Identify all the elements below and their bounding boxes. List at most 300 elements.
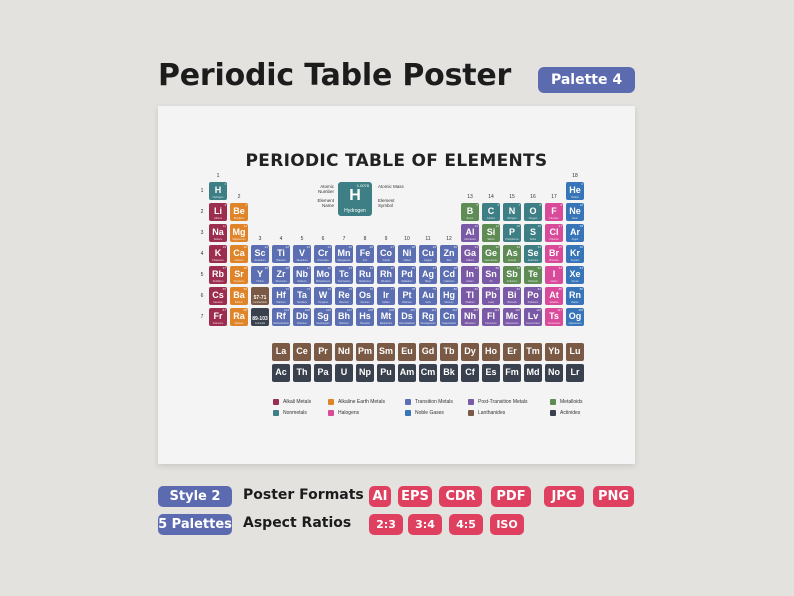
- element-name: Meitnerium: [379, 322, 393, 325]
- element-cell: [272, 266, 290, 284]
- element-number: 31: [474, 245, 478, 249]
- element-cell: [335, 245, 353, 263]
- element-symbol: Db: [296, 311, 308, 321]
- element-name: Bismuth: [507, 301, 517, 304]
- element-number: 72: [285, 287, 289, 291]
- group-number: 3: [258, 236, 262, 242]
- element-name: Neon: [572, 217, 578, 220]
- element-name: Rhenium: [338, 301, 349, 304]
- element-symbol: Tc: [339, 269, 349, 279]
- element-cell: [335, 308, 353, 326]
- element-name: Radon: [571, 301, 579, 304]
- element-name: Scandium: [254, 259, 266, 262]
- element-symbol: Co: [380, 248, 392, 258]
- element-cell: [545, 224, 563, 242]
- element-cell: [293, 266, 311, 284]
- element-name: Iron: [362, 259, 368, 262]
- element-symbol: Ce: [296, 346, 308, 356]
- element-name: Seaborgium: [316, 322, 330, 325]
- element-cell: [440, 343, 458, 361]
- element-number: 106: [325, 308, 331, 312]
- element-symbol: Ba: [233, 290, 245, 300]
- element-symbol: Fm: [505, 367, 519, 377]
- element-cell: [314, 287, 332, 305]
- element-cell: [272, 287, 290, 305]
- element-number: 3: [224, 203, 226, 207]
- element-cell: [314, 245, 332, 263]
- element-number: 111: [431, 308, 436, 312]
- element-number: 21: [264, 245, 268, 249]
- element-name: Zirconium: [275, 280, 287, 283]
- element-cell: [335, 364, 353, 382]
- element-number: 42: [327, 266, 331, 270]
- element-symbol: Na: [212, 227, 224, 237]
- element-number: 44: [369, 266, 373, 270]
- element-number: 19: [222, 245, 226, 249]
- element-cell: [524, 343, 542, 361]
- element-cell: [377, 287, 395, 305]
- element-name: Darmstadtium: [399, 322, 415, 325]
- element-number: 50: [495, 266, 499, 270]
- element-number: 16: [537, 224, 541, 228]
- element-cell: [377, 245, 395, 263]
- element-symbol: Os: [358, 290, 371, 300]
- element-symbol: Ts: [549, 311, 559, 321]
- element-name: Tantalum: [296, 301, 308, 304]
- element-cell: [566, 308, 584, 326]
- element-number: 32: [495, 245, 499, 249]
- element-symbol: S: [529, 227, 536, 237]
- element-number: 110: [410, 308, 415, 312]
- element-name: Phosphorus: [505, 238, 519, 241]
- element-number: 20: [243, 245, 247, 249]
- element-name: Bohrium: [339, 322, 349, 325]
- key-number: 1.0078: [356, 183, 369, 188]
- element-number: 25: [348, 245, 352, 249]
- ratio-badge: 4:5: [449, 514, 483, 535]
- group-number: 7: [342, 236, 346, 242]
- style-badge: Style 2: [158, 486, 232, 507]
- element-number: 87: [222, 308, 226, 312]
- key-label-atomic-number: Atomic Number: [317, 184, 334, 194]
- element-name: Aluminium: [464, 238, 476, 241]
- element-symbol: Hf: [276, 290, 286, 300]
- element-number: 81: [474, 287, 478, 291]
- element-number: 8: [539, 203, 541, 207]
- element-cell: [251, 308, 269, 326]
- group-number: 5: [300, 236, 304, 242]
- element-number: 107: [346, 308, 352, 312]
- element-name: Calcium: [234, 259, 244, 262]
- element-number: 86: [579, 287, 583, 291]
- element-number: 39: [264, 266, 268, 270]
- element-cell: [524, 245, 542, 263]
- group-number: 10: [404, 236, 410, 242]
- element-symbol: Sn: [485, 269, 497, 279]
- period-number: 4: [200, 251, 204, 257]
- element-symbol: Ru: [359, 269, 371, 279]
- element-number: 115: [515, 308, 520, 312]
- element-symbol: Sr: [234, 269, 244, 279]
- element-symbol: Pa: [317, 367, 329, 377]
- element-symbol: Ne: [569, 206, 581, 216]
- element-name: Astatine: [549, 301, 559, 304]
- period-number: 2: [200, 209, 204, 215]
- element-cell: [377, 364, 395, 382]
- poster-title: PERIODIC TABLE OF ELEMENTS: [245, 151, 548, 171]
- element-cell: [545, 245, 563, 263]
- element-cell: [293, 308, 311, 326]
- element-cell: [482, 203, 500, 221]
- element-cell: [545, 343, 563, 361]
- element-name: Silicon: [487, 238, 495, 241]
- element-symbol: V: [298, 248, 305, 258]
- element-number: 78: [411, 287, 415, 291]
- element-symbol: Pm: [357, 346, 372, 356]
- element-cell: [230, 245, 248, 263]
- ratio-badge: 3:4: [408, 514, 442, 535]
- element-name: Nickel: [403, 259, 411, 262]
- key-label-element-symbol: Element Symbol: [378, 198, 395, 208]
- element-symbol: Ga: [463, 248, 476, 258]
- element-cell: [461, 203, 479, 221]
- element-cell: [482, 364, 500, 382]
- element-name: Helium: [571, 196, 579, 199]
- legend-item: [328, 399, 385, 405]
- element-symbol: Pb: [485, 290, 497, 300]
- element-name: Bromine: [549, 259, 559, 262]
- element-cell: [398, 364, 416, 382]
- element-symbol: Cm: [420, 367, 436, 377]
- element-cell: [545, 203, 563, 221]
- element-name: Lanthanoids: [253, 301, 267, 304]
- element-cell: [356, 287, 374, 305]
- legend-swatch: [328, 410, 334, 416]
- element-name: Titanium: [276, 259, 286, 262]
- element-symbol: O: [529, 206, 537, 216]
- element-cell: [545, 308, 563, 326]
- element-symbol: Mt: [380, 311, 392, 321]
- element-number: 108: [367, 308, 373, 312]
- element-name: Lithium: [213, 217, 223, 220]
- element-name: Gallium: [465, 259, 475, 262]
- element-name: Silver: [424, 280, 432, 283]
- element-number: 104: [283, 308, 289, 312]
- element-symbol: Rh: [380, 269, 392, 279]
- element-name: Francium: [212, 322, 224, 325]
- element-cell: [461, 224, 479, 242]
- legend-label: Lanthanides: [478, 410, 506, 416]
- element-name: Sulfur: [529, 238, 537, 241]
- element-number: 34: [537, 245, 541, 249]
- element-symbol: Ti: [277, 248, 285, 258]
- element-cell: [419, 364, 437, 382]
- element-number: 36: [579, 245, 583, 249]
- element-cell: [272, 308, 290, 326]
- element-number: 112: [452, 308, 457, 312]
- element-number: 84: [537, 287, 541, 291]
- element-cell: [503, 308, 521, 326]
- element-name: Manganese: [337, 259, 351, 262]
- group-number: 11: [425, 236, 431, 242]
- legend-label: Alkali Metals: [283, 399, 312, 405]
- element-cell: [482, 266, 500, 284]
- element-symbol: Br: [548, 248, 559, 258]
- element-name: Chlorine: [549, 238, 559, 241]
- element-cell: [419, 287, 437, 305]
- element-number: 88: [243, 308, 247, 312]
- group-number: 15: [509, 194, 515, 200]
- element-cell: [230, 224, 248, 242]
- element-symbol: Tm: [526, 346, 540, 356]
- element-number: 33: [516, 245, 520, 249]
- element-symbol: Nh: [464, 311, 476, 321]
- element-number: 77: [390, 287, 394, 291]
- element-cell: [440, 266, 458, 284]
- element-number: 52: [537, 266, 541, 270]
- element-name: Rubidium: [212, 280, 224, 283]
- legend-label: Noble Gases: [415, 410, 444, 416]
- element-name: Gold: [425, 301, 431, 304]
- element-cell: [482, 245, 500, 263]
- element-symbol: Rg: [422, 311, 434, 321]
- element-cell: [293, 343, 311, 361]
- element-name: Antimony: [506, 280, 518, 283]
- legend-key-cell: [338, 182, 372, 216]
- element-name: Oganesson: [568, 322, 582, 325]
- element-cell: [398, 245, 416, 263]
- legend-swatch: [273, 410, 279, 416]
- element-symbol: Ca: [233, 248, 245, 258]
- element-symbol: K: [214, 248, 222, 258]
- element-symbol: Cs: [212, 290, 224, 300]
- element-number: 113: [473, 308, 478, 312]
- element-symbol: Dy: [464, 346, 476, 356]
- element-name: Tennessine: [547, 322, 561, 325]
- element-cell: [209, 224, 227, 242]
- element-cell: [461, 245, 479, 263]
- element-number: 118: [578, 308, 583, 312]
- element-symbol: Cl: [549, 227, 559, 237]
- element-symbol: Ho: [485, 346, 497, 356]
- element-cell: [524, 224, 542, 242]
- element-cell: [272, 245, 290, 263]
- element-symbol: Np: [359, 367, 371, 377]
- element-number: 45: [390, 266, 394, 270]
- element-name: Barium: [235, 301, 243, 304]
- element-cell: [356, 364, 374, 382]
- element-cell: [314, 343, 332, 361]
- element-symbol: F: [551, 206, 557, 216]
- legend-item: [273, 399, 311, 405]
- element-symbol: Y: [256, 269, 263, 279]
- element-symbol: Sc: [254, 248, 266, 258]
- element-cell: [524, 266, 542, 284]
- element-symbol: Mo: [316, 269, 330, 279]
- element-symbol: Ta: [297, 290, 307, 300]
- element-name: Technetium: [337, 280, 351, 283]
- element-number: 35: [558, 245, 562, 249]
- element-symbol: C: [487, 206, 495, 216]
- element-name: Iodine: [550, 280, 558, 283]
- element-symbol: Be: [233, 206, 245, 216]
- element-cell: [545, 364, 563, 382]
- key-label-atomic-mass: Atomic Mass: [378, 184, 404, 189]
- element-number: 117: [557, 308, 562, 312]
- element-cell: [251, 245, 269, 263]
- legend-swatch: [468, 410, 474, 416]
- legend-item: [468, 399, 528, 405]
- element-cell: [356, 308, 374, 326]
- element-symbol: Ge: [484, 248, 497, 258]
- legend-item: [328, 410, 359, 416]
- poster: [158, 106, 635, 464]
- element-number: 54: [579, 266, 583, 270]
- element-number: 41: [306, 266, 310, 270]
- element-name: Niobium: [297, 280, 307, 283]
- element-name: Tungsten: [317, 301, 329, 304]
- element-cell: [566, 203, 584, 221]
- element-cell: [230, 203, 248, 221]
- element-cell: [209, 245, 227, 263]
- element-name: Cobalt: [382, 259, 390, 262]
- element-number: 14: [495, 224, 499, 228]
- legend-label: Transition Metals: [415, 399, 453, 405]
- element-number: 46: [411, 266, 415, 270]
- element-symbol: 89-103: [252, 316, 268, 322]
- element-cell: [566, 266, 584, 284]
- element-number: 53: [558, 266, 562, 270]
- element-symbol: Lr: [570, 367, 580, 377]
- element-cell: [398, 266, 416, 284]
- element-number: 27: [390, 245, 394, 249]
- format-badge: CDR: [439, 486, 482, 507]
- element-cell: [440, 287, 458, 305]
- element-name: Cadmium: [443, 280, 455, 283]
- element-cell: [566, 245, 584, 263]
- element-cell: [566, 224, 584, 242]
- period-number: 3: [200, 230, 204, 236]
- format-badge: PDF: [491, 486, 531, 507]
- element-name: Rhodium: [380, 280, 391, 283]
- element-cell: [524, 308, 542, 326]
- element-number: 37: [222, 266, 226, 270]
- element-symbol: Re: [338, 290, 350, 300]
- legend-item: [550, 410, 580, 416]
- element-symbol: Mc: [505, 311, 519, 321]
- element-cell: [503, 287, 521, 305]
- element-cell: [230, 266, 248, 284]
- element-cell: [461, 364, 479, 382]
- element-symbol: La: [275, 346, 287, 356]
- palette-badge: Palette 4: [538, 67, 635, 93]
- element-number: 10: [579, 203, 583, 207]
- element-name: Sodium: [213, 238, 223, 241]
- group-number: 17: [551, 194, 557, 200]
- element-number: 30: [453, 245, 457, 249]
- element-symbol: Nd: [338, 346, 350, 356]
- element-number: 73: [306, 287, 310, 291]
- element-name: Palladium: [401, 280, 413, 283]
- element-cell: [419, 245, 437, 263]
- element-cell: [230, 287, 248, 305]
- element-name: Moscovium: [505, 322, 519, 325]
- element-number: 85: [558, 287, 562, 291]
- element-symbol: Ds: [401, 311, 413, 321]
- element-cell: [398, 343, 416, 361]
- element-cell: [503, 266, 521, 284]
- element-number: 55: [222, 287, 226, 291]
- element-cell: [398, 287, 416, 305]
- element-cell: [335, 266, 353, 284]
- element-number: 38: [243, 266, 247, 270]
- element-cell: [524, 364, 542, 382]
- group-number: 8: [363, 236, 367, 242]
- element-cell: [314, 266, 332, 284]
- element-cell: [545, 266, 563, 284]
- element-symbol: Sb: [506, 269, 518, 279]
- element-number: 47: [432, 266, 436, 270]
- legend-item: [550, 399, 583, 405]
- element-symbol: Mn: [337, 248, 351, 258]
- element-cell: [440, 308, 458, 326]
- legend-item: [468, 410, 505, 416]
- element-symbol: Hs: [359, 311, 371, 321]
- element-number: 9: [560, 203, 562, 207]
- element-cell: [566, 182, 584, 200]
- element-number: 4: [245, 203, 247, 207]
- element-symbol: Es: [485, 367, 497, 377]
- element-symbol: Pd: [401, 269, 413, 279]
- element-number: 80: [453, 287, 457, 291]
- element-number: 49: [474, 266, 478, 270]
- legend-swatch: [550, 399, 556, 405]
- element-symbol: Zr: [276, 269, 286, 279]
- element-cell: [461, 287, 479, 305]
- element-number: 28: [411, 245, 415, 249]
- element-symbol: H: [214, 185, 222, 195]
- element-symbol: Bh: [338, 311, 350, 321]
- element-cell: [440, 364, 458, 382]
- element-cell: [272, 364, 290, 382]
- element-name: Boron: [466, 217, 474, 220]
- legend-swatch: [273, 399, 279, 405]
- element-name: Dubnium: [296, 322, 307, 325]
- element-cell: [335, 343, 353, 361]
- element-symbol: Hg: [443, 290, 455, 300]
- group-number: 18: [572, 173, 578, 179]
- element-symbol: He: [569, 185, 581, 195]
- element-symbol: Lv: [527, 311, 539, 321]
- element-number: 1: [224, 182, 226, 186]
- element-name: Hassium: [360, 322, 370, 325]
- element-symbol: Kr: [569, 248, 580, 258]
- element-cell: [335, 287, 353, 305]
- element-cell: [377, 343, 395, 361]
- legend-label: Metalloids: [560, 399, 583, 405]
- group-number: 14: [488, 194, 494, 200]
- element-symbol: Te: [528, 269, 538, 279]
- element-name: Actinoids: [254, 322, 266, 325]
- element-number: 13: [474, 224, 478, 228]
- element-name: Radium: [234, 322, 244, 325]
- element-symbol: In: [466, 269, 474, 279]
- element-name: Osmium: [360, 301, 370, 304]
- element-number: 22: [285, 245, 289, 249]
- legend-label: Alkaline Earth Metals: [338, 399, 385, 405]
- element-symbol: Ir: [382, 290, 389, 300]
- element-cell: [524, 287, 542, 305]
